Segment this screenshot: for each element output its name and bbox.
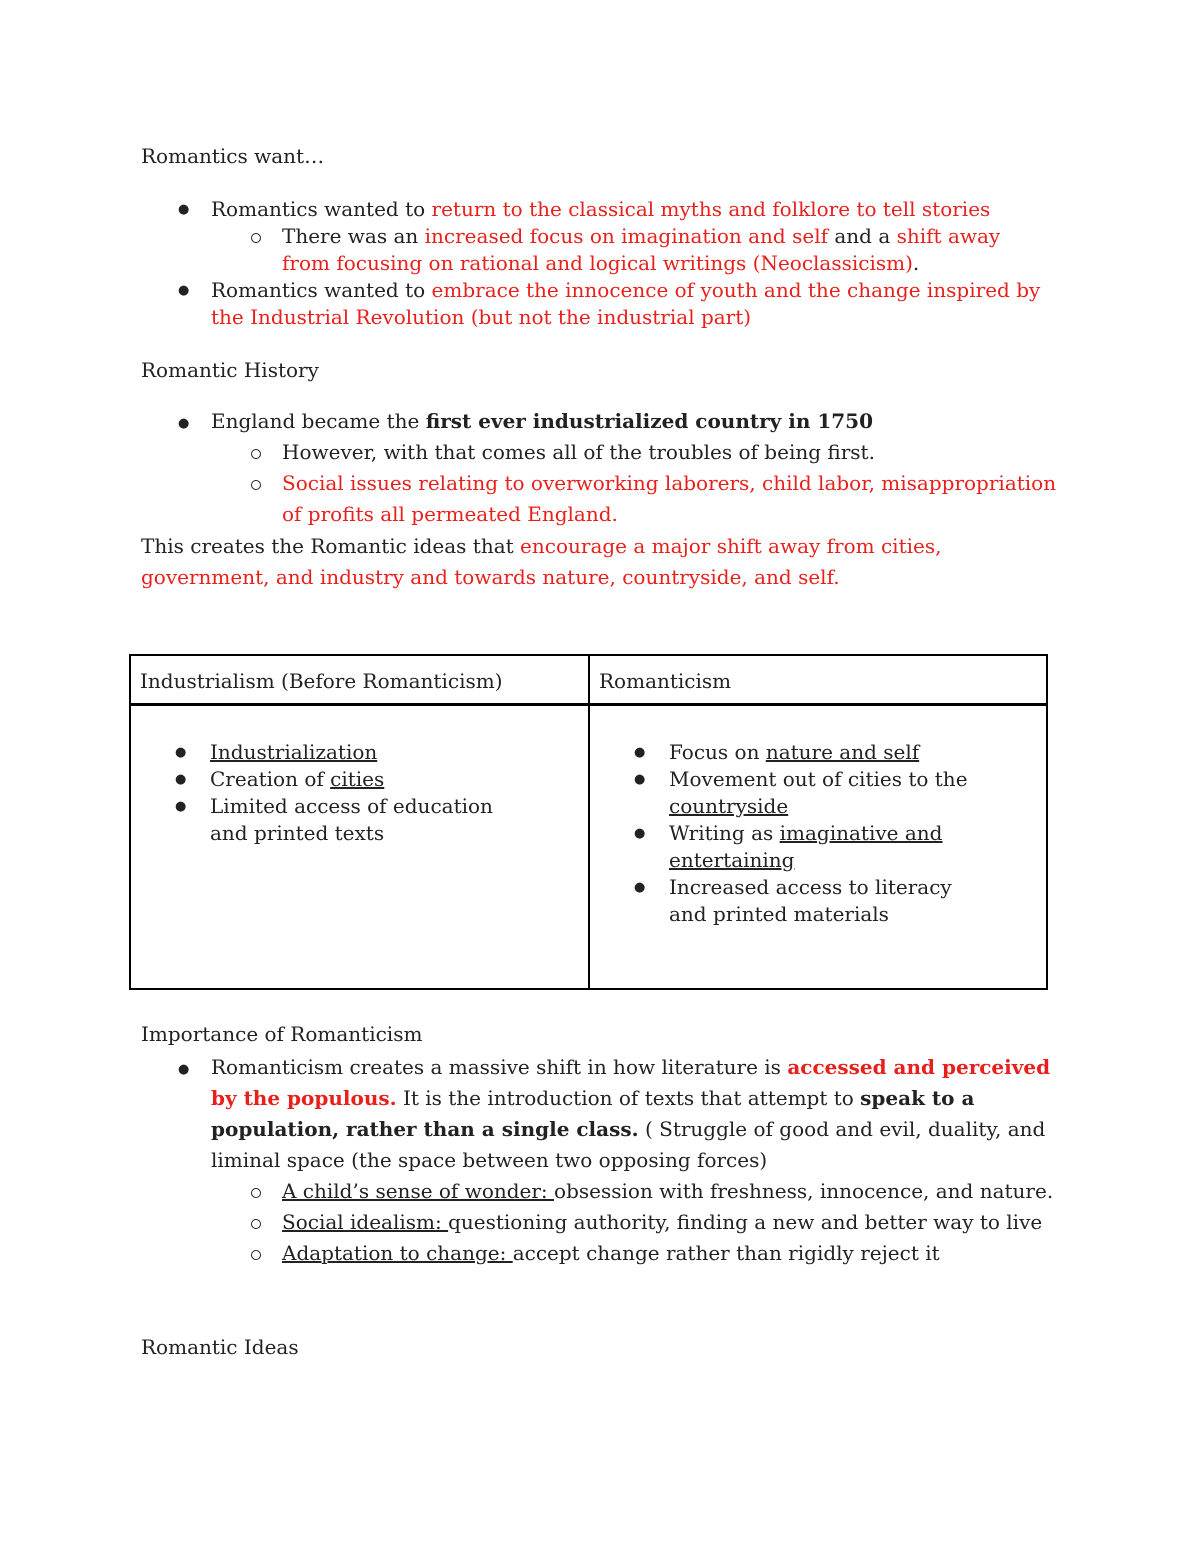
bullet-icon: ● (178, 202, 190, 217)
list-item: ● Increased access to literacy and printed materials (634, 875, 952, 926)
hollow-bullet-icon (251, 480, 261, 490)
table-header-industrialism: Industrialism (Before Romanticism) (140, 669, 503, 693)
list-item: ● Movement out of cities to the countryside (634, 767, 968, 818)
list-item: Adaptation to change: accept change rather than rigidly reject it (141, 1238, 1061, 1269)
history-paragraph: This creates the Romantic ideas that encourage a major shift away from cities, government, and industry and towards nature, countryside, and self. (141, 534, 942, 589)
table-header-divider (131, 703, 1046, 706)
heading-romantic-history: Romantic History (141, 358, 319, 382)
list-item: ● Limited access of education and printed texts (175, 794, 493, 845)
list-item: ● Romantics wanted to return to the classical myths and folklore to tell stories (178, 197, 991, 221)
romantics-want-list (141, 196, 1041, 331)
bullet-icon: ● (178, 1062, 190, 1077)
hollow-bullet-icon (251, 233, 261, 243)
hollow-bullet-icon (251, 1219, 261, 1229)
bullet-icon: ● (634, 826, 646, 841)
heading-romantics-want: Romantics want… (141, 144, 325, 168)
table-header-romanticism: Romanticism (599, 669, 732, 693)
list-item: ● Writing as imaginative and entertaining (634, 821, 943, 872)
bullet-icon: ● (178, 283, 190, 298)
list-item: Social idealism: questioning authority, finding a new and better way to live (141, 1207, 1061, 1238)
list-item: ● England became the first ever industrialized country in 1750 (141, 406, 1061, 437)
list-item: ● Industrialization (175, 740, 378, 764)
hollow-bullet-icon (251, 449, 261, 459)
importance-list (141, 1052, 1061, 1269)
list-item: However, with that comes all of the troubles of being first. (141, 437, 1061, 468)
heading-romantic-ideas: Romantic Ideas (141, 1335, 299, 1359)
list-item: ● Romanticism creates a massive shift in how literature is accessed and perceived by the populous. It is the introduction of texts that attempt to speak to a population, rather than a single class. ( Struggle of good and evil, duality, and liminal space (the space between two opposing forces) (178, 1055, 1051, 1172)
romanticism-list (590, 739, 1040, 928)
industrialism-list (131, 739, 581, 847)
list-item: ● Focus on nature and self (634, 740, 920, 764)
hollow-bullet-icon (251, 1250, 261, 1260)
list-item: A child’s sense of wonder: obsession with freshness, innocence, and nature. (141, 1176, 1061, 1207)
bullet-icon: ● (175, 799, 187, 814)
bullet-icon: ● (634, 745, 646, 760)
list-item: Social issues relating to overworking laborers, child labor, misappropriation of profits all permeated England. (141, 468, 1061, 530)
heading-importance: Importance of Romanticism (141, 1022, 423, 1046)
list-item: ● Romantics wanted to embrace the innocence of youth and the change inspired by the Industrial Revolution (but not the industrial part) (178, 278, 1041, 329)
bullet-icon: ● (178, 416, 190, 431)
bullet-icon: ● (634, 880, 646, 895)
hollow-bullet-icon (251, 1188, 261, 1198)
bullet-icon: ● (175, 745, 187, 760)
list-item: ● Creation of cities (175, 767, 385, 791)
comparison-table (129, 654, 1048, 990)
romantic-history-list (141, 406, 1061, 530)
bullet-icon: ● (634, 772, 646, 787)
list-item: There was an increased focus on imagination and self and a shift away from focusing on rational and logical writings (Neoclassicism). (141, 223, 1041, 277)
bullet-icon: ● (175, 772, 187, 787)
